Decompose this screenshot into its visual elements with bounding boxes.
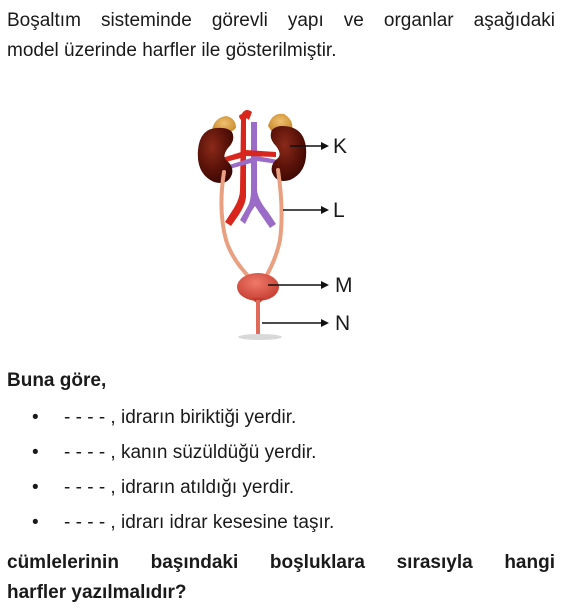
label-m: M <box>335 274 353 297</box>
arrow-head-m <box>321 281 329 289</box>
label-k: K <box>333 135 348 158</box>
intro-paragraph <box>7 6 555 66</box>
bladder <box>237 273 279 301</box>
closing-question <box>7 548 555 608</box>
statement-item <box>0 470 574 505</box>
arrow-head-k <box>321 142 329 150</box>
statement-list <box>0 400 574 540</box>
floor-shadow <box>238 334 282 340</box>
arrow-head-n <box>321 319 329 327</box>
bullet: • <box>32 477 39 498</box>
arrow-head-l <box>321 206 329 214</box>
statement-item <box>0 400 574 435</box>
urethra <box>256 300 260 334</box>
intro-line-1: Boşaltım sisteminde görevli yapı ve organlar aşağıdaki <box>7 10 555 31</box>
question-heading: Buna göre, <box>7 370 107 391</box>
statement-item <box>0 435 574 470</box>
label-l: L <box>333 199 345 222</box>
statement-text: - - - - , kanın süzüldüğü yerdir. <box>64 442 317 463</box>
closing-line-2: harfler yazılmalıdır? <box>7 582 187 603</box>
statement-text: - - - - , idrarın biriktiği yerdir. <box>64 407 297 428</box>
renal-artery-right <box>246 150 276 157</box>
statement-text: - - - - , idrarın atıldığı yerdir. <box>64 477 295 498</box>
closing-line-1: cümlelerinin başındaki boşluklara sırasıyla hangi <box>7 552 555 573</box>
statement-item <box>0 505 574 540</box>
urinary-system-illustration <box>0 100 574 350</box>
bullet: • <box>32 512 39 533</box>
label-n: N <box>335 312 351 335</box>
statement-text: - - - - , idrarı idrar kesesine taşır. <box>64 512 335 533</box>
ureter-left <box>221 172 252 280</box>
bullet: • <box>32 407 39 428</box>
kidney-left <box>198 128 234 183</box>
bullet: • <box>32 442 39 463</box>
intro-line-2: model üzerinde harfler ile gösterilmiştir. <box>7 40 337 61</box>
urinary-system-diagram <box>0 100 574 350</box>
